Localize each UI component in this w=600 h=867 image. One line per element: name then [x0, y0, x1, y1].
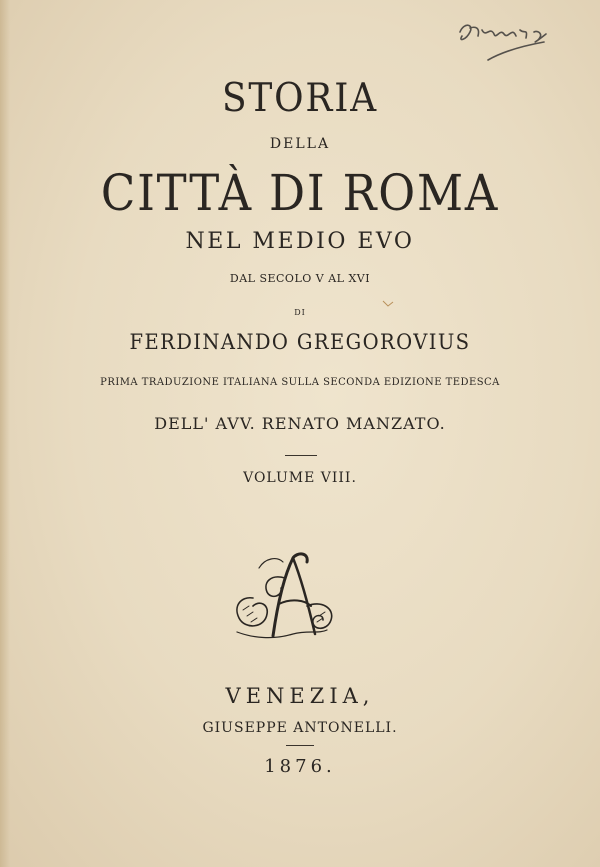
- by-line: DI: [294, 308, 306, 317]
- binding-gutter-shadow: [0, 0, 10, 867]
- publisher-monogram-icon: [223, 548, 343, 643]
- period-line: DAL SECOLO V AL XVI: [229, 272, 371, 285]
- divider-rule: [286, 745, 314, 746]
- author-name: FERDINANDO GREGOROVIUS: [129, 330, 471, 354]
- translator-name: DELL' AVV. RENATO MANZATO.: [154, 414, 446, 433]
- title-storia: STORIA: [221, 76, 379, 121]
- subtitle: NEL MEDIO EVO: [185, 229, 415, 254]
- pencil-mark-icon: [381, 297, 395, 311]
- volume-number: VOLUME VIII.: [243, 470, 357, 486]
- translation-note: PRIMA TRADUZIONE ITALIANA SULLA SECONDA EDIZIONE TEDESCA: [100, 376, 500, 388]
- divider-rule: [285, 455, 317, 456]
- handwritten-signature-icon: [452, 12, 552, 67]
- publication-city: VENEZIA,: [225, 684, 375, 708]
- publication-year: 1876.: [264, 756, 336, 777]
- publisher-name: GIUSEPPE ANTONELLI.: [202, 720, 398, 736]
- title-della: DELLA: [269, 136, 331, 152]
- title-citta-di-roma: CITTÀ DI ROMA: [100, 164, 500, 222]
